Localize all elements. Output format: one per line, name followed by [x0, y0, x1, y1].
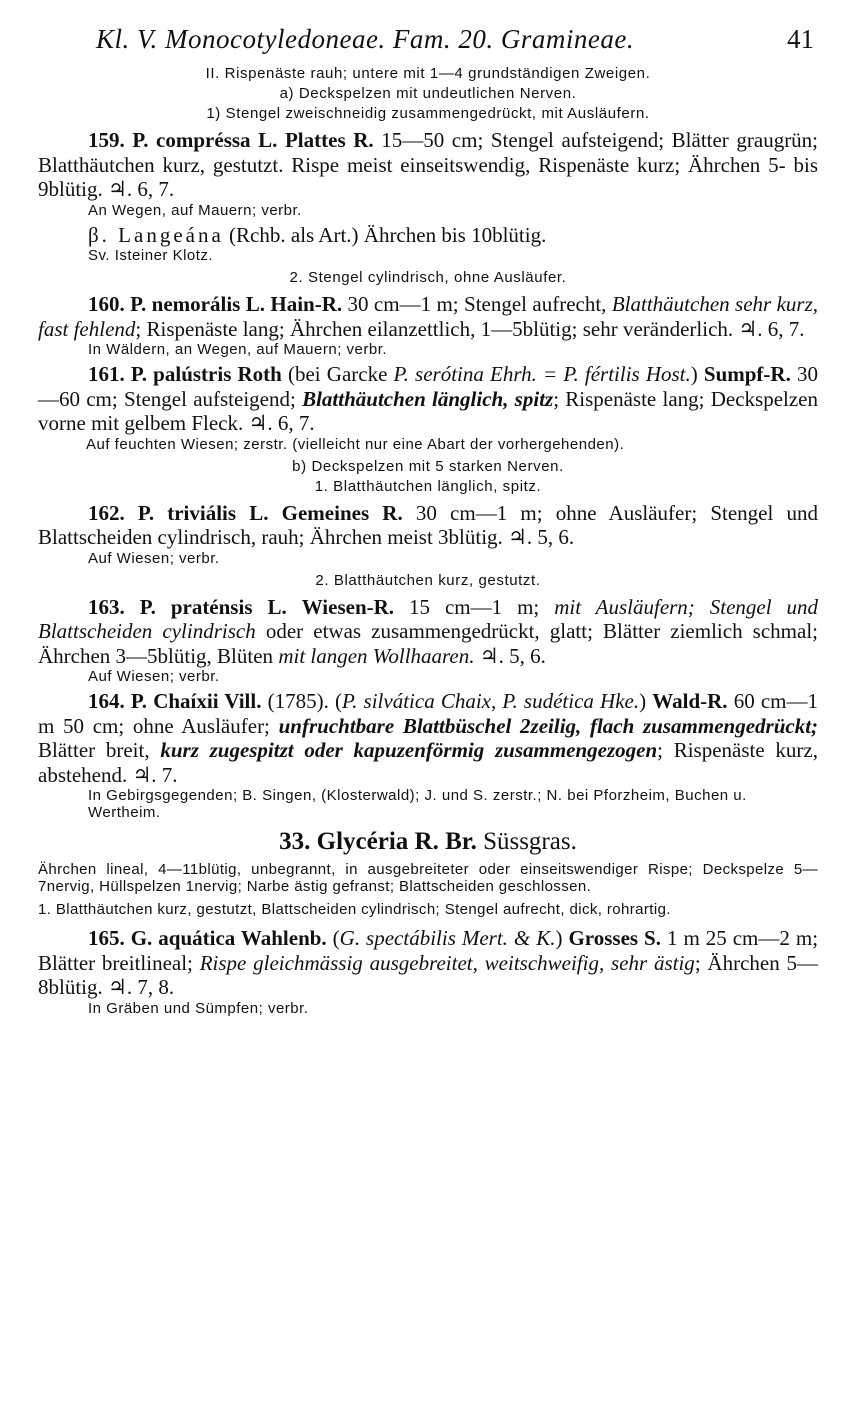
species-name: 160. P. nemorális L.: [88, 292, 265, 316]
entry-italic: mit Ausläufern; Stengel und Blattscheiden cylindrisch: [38, 594, 819, 643]
running-header: [38, 22, 818, 64]
species-name: 163. P. praténsis L.: [88, 594, 287, 619]
entry-text: ): [555, 926, 563, 950]
entry-text: ; Rispenäste lang; Deckspelzen vorne mit gelbem Fleck. ♃. 6, 7.: [38, 386, 818, 435]
entry-italic: Blatthäutchen sehr kurz, fast fehlend: [38, 292, 818, 341]
entry-160: [38, 292, 818, 341]
entry-text: oder etwas zusammengedrückt, glatt; Blätter ziemlich schmal; Ährchen 3—5blütig, Blüten: [38, 619, 818, 668]
entry-italic: P. serótina Ehrh. = P. fértilis Host.: [393, 362, 691, 386]
genus-description: Ährchen lineal, 4—11blütig, unbegrannt, in ausgebreiteter oder einseitswendiger Rispe; Deckspelze 5—7nervig, Hüllspelzen 1nervig; Narbe ästig gefranst; Blattscheiden geschlossen.: [38, 861, 818, 895]
key-line-1b: 1. Blatthäutchen länglich, spitz.: [314, 477, 542, 495]
entry-text: 30 cm—1 m; ohne Ausläufer; Stengel und Blattscheiden cylindrisch, rauh; Ährchen meist 3blütig. ♃. 5, 6.: [38, 500, 818, 549]
genus-name: 33. Glycéria R. Br.: [279, 828, 477, 855]
habitat-165: In Gräben und Sümpfen; verbr.: [88, 999, 309, 1017]
habitat-160: In Wäldern, an Wegen, auf Mauern; verbr.: [88, 341, 388, 358]
entry-italic: unfruchtbare Blattbüschel 2zeilig, flach zusammengedrückt;: [278, 713, 819, 738]
entry-text: 1 m 25 cm—2 m; Blätter breitlineal;: [38, 926, 819, 975]
habitat-beta: Sv. Isteiner Klotz.: [88, 247, 214, 264]
entry-text: ; Rispenäste kurz, abstehend. ♃. 7.: [38, 738, 818, 787]
species-name: 164. P. Chaíxii Vill.: [88, 689, 262, 713]
entry-text: ): [690, 362, 698, 386]
entry-text: 30—60 cm; Stengel aufsteigend;: [38, 362, 818, 411]
entry-163: [38, 595, 818, 669]
entry-text: (bei Garcke: [287, 362, 388, 386]
entry-text: (1785). (: [267, 689, 343, 713]
entry-159: [38, 128, 818, 202]
common-name: Wald-R.: [652, 689, 728, 713]
habitat-164: In Gebirgsgegenden; B. Singen, (Klosterwald); J. und S. zerstr.; N. bei Pforzheim, Buchen u. Wertheim.: [88, 787, 747, 821]
entry-text: (: [332, 926, 340, 950]
common-name: Plattes R.: [284, 128, 374, 152]
entry-text: ♃. 5, 6.: [479, 643, 546, 668]
genus-key-1: 1. Blatthäutchen kurz, gestutzt, Blattscheiden cylindrisch; Stengel aufrecht, dick, rohrartig.: [38, 901, 671, 918]
key-line-1: 1) Stengel zweischneidig zusammengedrückt, mit Ausläufern.: [206, 105, 650, 122]
key-line-a: a) Deckspelzen mit undeutlichen Nerven.: [279, 85, 577, 102]
entry-161: [38, 362, 818, 436]
key-line-2b: 2. Blatthäutchen kurz, gestutzt.: [315, 571, 541, 589]
entry-text: ; Rispenäste lang; Ährchen eilanzettlich, 1—5blütig; sehr veränderlich. ♃. 6, 7.: [135, 316, 805, 341]
entry-text: (Rchb. als Art.) Ährchen bis 10blütig.: [229, 222, 547, 247]
entry-text: 15 cm—1 m;: [409, 594, 540, 619]
common-name: Gemeines R.: [281, 500, 403, 525]
genus-heading: [38, 827, 818, 857]
entry-text: 60 cm—1 m 50 cm; ohne Ausläufer;: [38, 689, 819, 738]
entry-text: Blätter breit,: [38, 738, 150, 762]
common-name: Grosses S.: [568, 926, 661, 950]
entry-text: ): [639, 689, 647, 713]
entry-162: [38, 501, 818, 550]
key-line-2: 2. Stengel cylindrisch, ohne Ausläufer.: [289, 269, 567, 286]
entry-italic: G. spectábilis Mert. & K.: [339, 926, 556, 950]
common-name: Sumpf-R.: [703, 362, 791, 386]
common-name: Wiesen-R.: [301, 594, 395, 619]
genus-common-name: Süssgras.: [483, 828, 577, 855]
entry-italic: mit langen Wollhaaren.: [278, 643, 475, 668]
species-name: 161. P. palústris Roth: [88, 362, 282, 386]
key-line-b: b) Deckspelzen mit 5 starken Nerven.: [292, 457, 564, 475]
species-name: 165. G. aquática Wahlenb.: [88, 926, 327, 950]
entry-165: [38, 926, 818, 1000]
entry-164: [38, 689, 818, 787]
habitat-163: Auf Wiesen; verbr.: [88, 668, 220, 685]
key-line-II: II. Rispenäste rauh; untere mit 1—4 grundständigen Zweigen.: [205, 65, 651, 82]
habitat-162: Auf Wiesen; verbr.: [88, 549, 220, 567]
entry-italic: kurz zugespitzt oder kapuzenförmig zusammengezogen: [160, 738, 658, 762]
entry-text: 15—50 cm; Stengel aufsteigend; Blätter graugrün; Blatthäutchen kurz, gestutzt. Rispe meist einseitswendig, Rispenäste kurz; Ährchen 5- bis 9blütig. ♃. 6, 7.: [38, 128, 819, 201]
entry-italic: Blatthäutchen länglich, spitz: [302, 386, 554, 411]
entry-italic: Rispe gleichmässig ausgebreitet, weitschweifig, sehr ästig: [199, 950, 695, 975]
habitat-161: Auf feuchten Wiesen; zerstr. (vielleicht nur eine Abart der vorhergehenden).: [86, 435, 625, 453]
page: [38, 22, 818, 1021]
habitat-159: An Wegen, auf Mauern; verbr.: [88, 201, 302, 219]
variety-name: β. Langeána: [88, 222, 224, 247]
species-name: 162. P. triviális L.: [88, 500, 269, 525]
header-title: Kl. V. Monocotyledoneae. Fam. 20. Gramineae.: [96, 24, 635, 54]
entry-text: ; Ährchen 5—8blütig. ♃. 7, 8.: [38, 950, 819, 999]
entry-beta: [38, 223, 818, 248]
entry-italic: P. silvática Chaix, P. sudética Hke.: [342, 689, 640, 713]
species-name: 159. P. compréssa L.: [88, 128, 278, 152]
entry-text: 30 cm—1 m; Stengel aufrecht,: [347, 292, 607, 316]
page-number: 41: [787, 24, 814, 54]
common-name: Hain-R.: [270, 292, 343, 316]
